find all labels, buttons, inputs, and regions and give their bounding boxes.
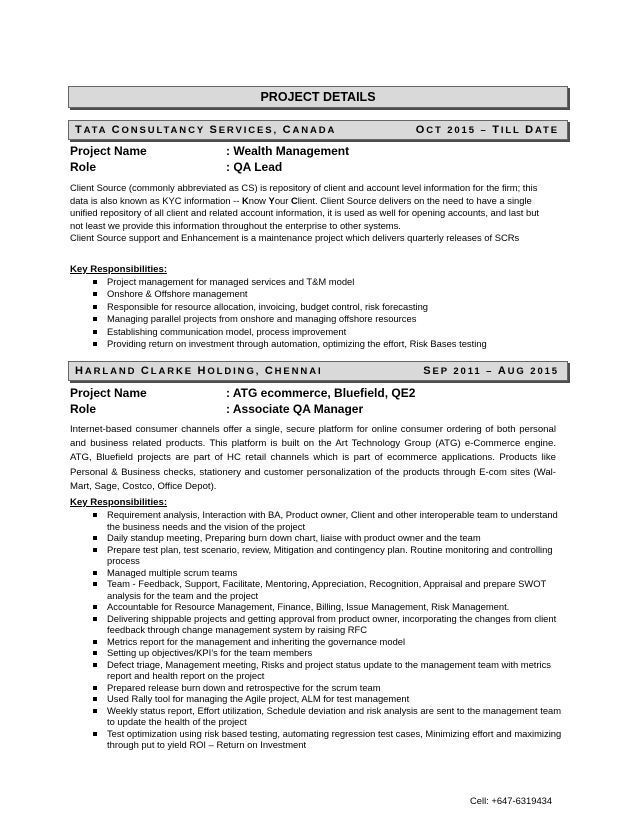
list-item: Accountable for Resource Management, Finance, Billing, Issue Management, Risk Management. — [70, 601, 562, 613]
job2-company-bar — [68, 361, 568, 381]
list-item: Delivering shippable projects and getting approval from product owner, incorporating the changes from client feedback through change management system by raising RFC — [70, 613, 562, 636]
job2-project-value: : ATG ecommerce, Bluefield, QE2 — [226, 386, 416, 400]
list-item: Team - Feedback, Support, Facilitate, Mentoring, Appreciation, Recognition, Appraisal and prepare SWOT analysis for the team and the project — [70, 578, 562, 601]
list-item: Requirement analysis, Interaction with BA, Product owner, Client and other interoperable team to understand the business needs and the vision of the project — [70, 509, 562, 532]
job1-dates: OCT 2015 – TILL DATE — [415, 124, 559, 136]
list-item: Used Rally tool for managing the Agile project, ALM for test management — [70, 693, 562, 705]
list-item: Test optimization using risk based testing, automating regression test cases, Minimizing effort and maximizing through put to yield ROI – Return on Investment — [70, 728, 562, 751]
list-item: Daily standup meeting, Preparing burn down chart, liaise with product owner and the team — [70, 532, 562, 544]
job2-project-label: Project Name — [70, 386, 147, 400]
job2-project-row — [70, 385, 415, 401]
job1-role-value: : QA Lead — [226, 160, 283, 174]
list-item: Prepared release burn down and retrospective for the scrum team — [70, 682, 562, 694]
job1-company-bar — [68, 120, 568, 140]
list-item: Weekly status report, Effort utilization, Schedule deviation and risk analysis are sent to the management team to update the health of the project — [70, 705, 562, 728]
job1-role-row — [70, 159, 282, 175]
list-item: Establishing communication model, process improvement — [70, 326, 560, 338]
list-item: Defect triage, Management meeting, Risks and project status update to the management team with metrics report and health report on the project — [70, 659, 562, 682]
job1-description: Client Source (commonly abbreviated as CS) is repository of client and account level information for the firm; this data is also known as KYC information -- Know Your Client. Client Source delivers on the need to have a single unified repository of all client and related account information, it is used as well for opening accounts, and last but not least we provide this information throughout the enterprise to other systems. Client Source support and Enhancement is a maintenance project which delivers quarterly releases of SCRs — [70, 182, 540, 243]
list-item: Responsible for resource allocation, invoicing, budget control, risk forecasting — [70, 301, 560, 313]
list-item: Managing parallel projects from onshore and managing offshore resources — [70, 313, 560, 325]
job2-role-row — [70, 401, 363, 417]
job1-responsibilities — [70, 276, 560, 350]
job2-responsibilities — [70, 509, 562, 751]
list-item: Prepare test plan, test scenario, review, Mitigation and contingency plan. Routine monitoring and controlling process — [70, 544, 562, 567]
list-item: Managed multiple scrum teams — [70, 567, 562, 579]
job1-key-resp-label: Key Responsibilities: — [70, 264, 168, 275]
list-item: Project management for managed services and T&M model — [70, 276, 560, 288]
job2-role-value: : Associate QA Manager — [226, 402, 364, 416]
job1-company: TATA CONSULTANCY SERVICES, CANADA — [75, 124, 337, 136]
job2-description: Internet-based consumer channels offer a single, secure platform for online consumer ordering of both personal and business related products. This platform is built on the Art Technology Group (ATG) e-Commerce engine. ATG, Bluefield projects are part of HC retail channels which is part of ecommerce applications. Products like Personal & Business checks, stationery and customer personalization of the products through E-com sites (Wal-Mart, Sage, Costco, Office Depot). — [70, 424, 556, 492]
job2-dates: SEP 2011 – AUG 2015 — [423, 365, 559, 377]
job1-project-row — [70, 143, 349, 159]
job1-project-value: : Wealth Management — [226, 144, 350, 158]
list-item: Setting up objectives/KPI’s for the team members — [70, 647, 562, 659]
job2-company: HARLAND CLARKE HOLDING, CHENNAI — [75, 365, 323, 377]
footer-cell-phone: Cell: +647-6319434 — [470, 795, 553, 806]
list-item: Providing return on investment through automation, optimizing the effort, Risk Bases testing — [70, 338, 560, 350]
job2-key-resp-label: Key Responsibilities: — [70, 497, 168, 508]
list-item: Metrics report for the management and inheriting the governance model — [70, 636, 562, 648]
section-title-bar — [68, 86, 568, 108]
section-title: PROJECT DETAILS — [260, 90, 376, 104]
job1-role-label: Role — [70, 160, 97, 174]
job2-role-label: Role — [70, 402, 97, 416]
list-item: Onshore & Offshore management — [70, 288, 560, 300]
job1-project-label: Project Name — [70, 144, 147, 158]
